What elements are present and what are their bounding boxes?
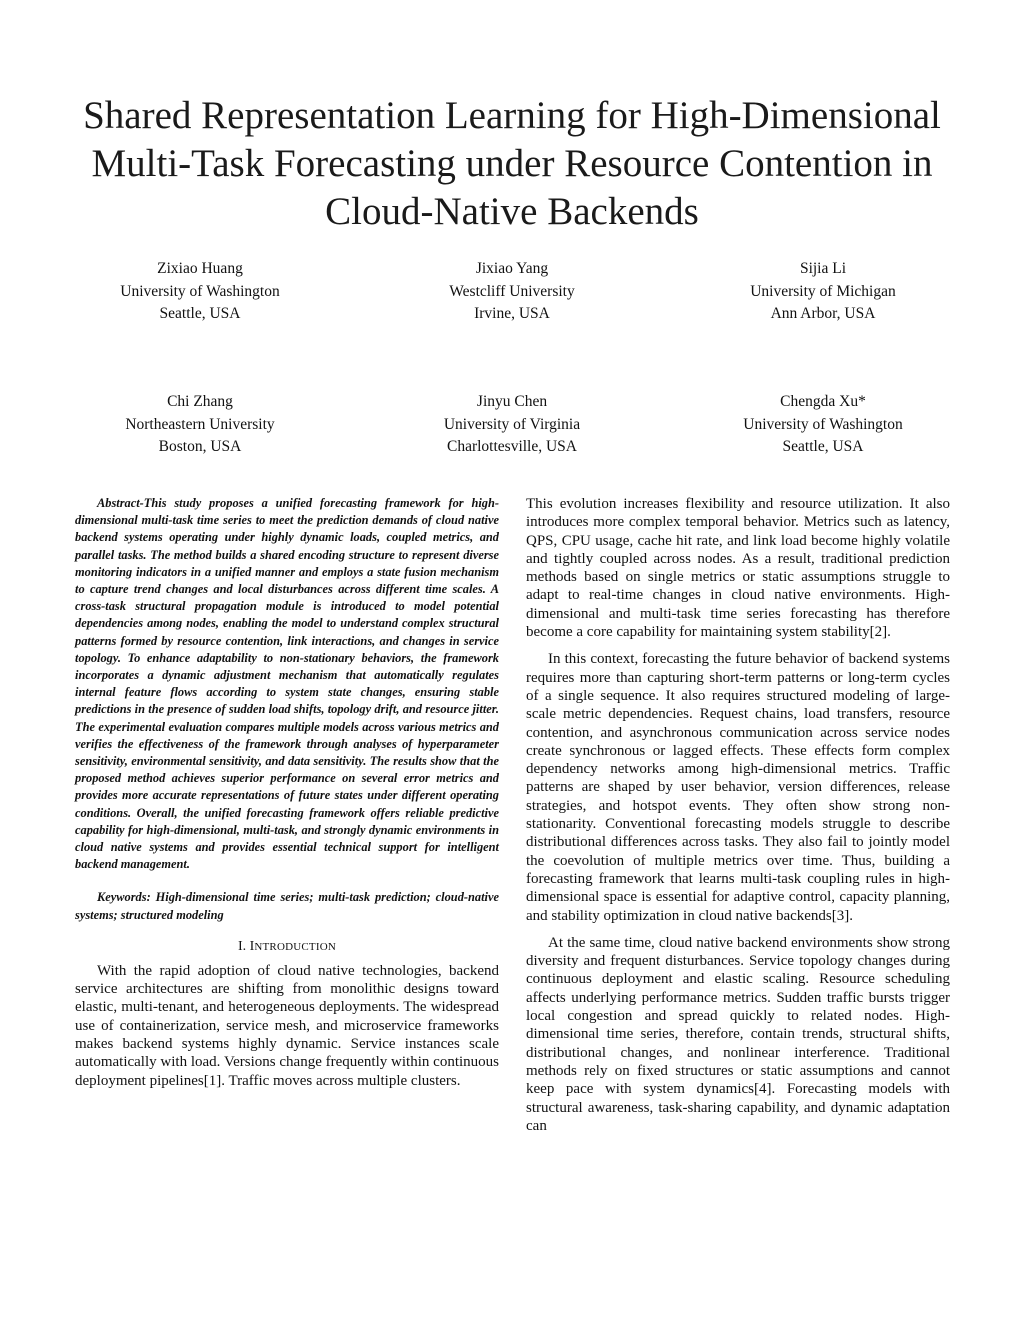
author-block — [673, 258, 973, 326]
author-name: Jinyu Chen — [476, 393, 548, 410]
right-column — [526, 495, 950, 1135]
author-name: Jixiao Yang — [475, 260, 549, 277]
author-block — [50, 391, 350, 459]
section-number: I. — [238, 938, 250, 954]
author-location: Seattle, USA — [159, 305, 241, 322]
author-affiliation: University of Michigan — [750, 282, 896, 300]
author-affiliation: University of Virginia — [443, 415, 581, 433]
body-paragraph: In this context, forecasting the future behavior of backend systems requires more than capturing short-term patterns or long-term cycles of a single sequence. It also requires structured modeling of large-scale metric dependencies. Request chains, load transfers, resource contention, and asynchronous communication across service nodes create synchronous or lagged effects. These effects form complex dependency networks among high-dimensional metrics. Traffic patterns are shaped by user behavior, version differences, release strategies, and hotspot events. They often show strong non-stationarity. Conventional forecasting models struggle to describe distributional differences across tasks. They also fail to jointly model the coevolution of multiple metrics over time. Thus, building a forecasting framework that learns multi-task coupling rules in high-dimensional space is essential for adaptive control, capacity planning, and stability optimization in cloud native backends[3]. — [526, 651, 950, 924]
abstract: Abstract-This study proposes a unified forecasting framework for high-dimensional multi-task time series to meet the prediction demands of cloud native backend systems operating under highly dynamic loads, coupled metrics, and parallel tasks. The method builds a shared encoding structure to represent diverse monitoring indicators in a unified manner and employs a state fusion mechanism to capture trend changes and local disturbances across different time scales. A cross-task structural propagation module is introduced to model potential dependencies among nodes, enabling the model to understand complex structural patterns formed by resource contention, link interactions, and changes in service topology. To enhance adaptability to non-stationary behaviors, the framework incorporates a dynamic adjustment mechanism that automatically regulates internal feature flows according to system state changes, ensuring stable predictions in the presence of sudden load shifts, topology drift, and resource jitter. The experimental evaluation compares multiple models across various metrics and verifies the effectiveness of the framework through analyses of hyperparameter sensitivity, environmental sensitivity, and data sensitivity. The results show that the proposed method achieves superior performance on several error metrics and provides more accurate representations of future states under different operating conditions. Overall, the unified forecasting framework offers reliable predictive capability for high-dimensional, multi-task, and strongly dynamic environments in cloud native systems and provides essential technical support for intelligent backend management. — [75, 496, 499, 872]
left-column — [75, 495, 499, 1090]
author-name: Chi Zhang — [167, 393, 233, 410]
body-paragraph: At the same time, cloud native backend environments show strong diversity and frequent disturbances. Service topology changes during continuous deployment and elastic scaling. Resource scheduling affects underlying performance metrics. Sudden traffic bursts trigger local congestion and spread quickly to related nodes. High-dimensional time series, therefore, contain trends, structural shifts, distributional changes, and nonlinear interference. Traditional methods rely on fixed structures or static assumptions and cannot keep pace with system dynamics[4]. Forecasting models with structural awareness, task-sharing capability, and dynamic adaptation can — [526, 934, 950, 1134]
author-block — [362, 258, 662, 326]
author-location: Charlottesville, USA — [446, 438, 578, 455]
paper-title: Shared Representation Learning for High-Dimensional Multi-Task Forecasting under Resource Contention in Cloud-Native Backends — [83, 94, 941, 233]
author-affiliation: Westcliff University — [449, 282, 575, 300]
author-location: Irvine, USA — [474, 305, 550, 322]
author-affiliation: University of Washington — [120, 282, 280, 300]
author-affiliation: University of Washington — [743, 415, 903, 433]
section-heading-introduction — [75, 938, 499, 956]
section-title-smallcaps: NTRODUCTION — [254, 940, 336, 953]
body-paragraph: This evolution increases flexibility and resource utilization. It also introduces more complex temporal behavior. Metrics such as latency, QPS, CPU usage, cache hit rate, and link load become highly volatile and tightly coupled across nodes. As a result, traditional prediction methods based on single metrics or static assumptions struggle to adapt to real-time changes in cloud native environments. High-dimensional and multi-task time series forecasting has therefore become a core capability for maintaining system stability[2]. — [526, 496, 950, 641]
author-location: Ann Arbor, USA — [770, 305, 876, 322]
section-initial: I — [249, 938, 255, 954]
author-name: Sijia Li — [799, 260, 847, 277]
author-name: Chengda Xu* — [780, 393, 866, 410]
author-affiliation: Northeastern University — [125, 415, 275, 433]
author-block — [673, 391, 973, 459]
author-block — [50, 258, 350, 326]
body-paragraph: With the rapid adoption of cloud native technologies, backend service architectures are shifting from monolithic designs toward elastic, multi-tenant, and heterogeneous deployments. The widespread use of containerization, service mesh, and microservice frameworks makes backend systems highly dynamic. Service instances scale automatically with load. Versions change frequently within continuous deployment pipelines[1]. Traffic moves across multiple clusters. — [75, 962, 499, 1089]
author-name: Zixiao Huang — [157, 260, 243, 277]
author-location: Seattle, USA — [782, 438, 864, 455]
author-location: Boston, USA — [158, 438, 242, 455]
keywords: Keywords: High-dimensional time series; multi-task prediction; cloud-native systems; structured modeling — [75, 890, 499, 922]
author-block — [362, 391, 662, 459]
